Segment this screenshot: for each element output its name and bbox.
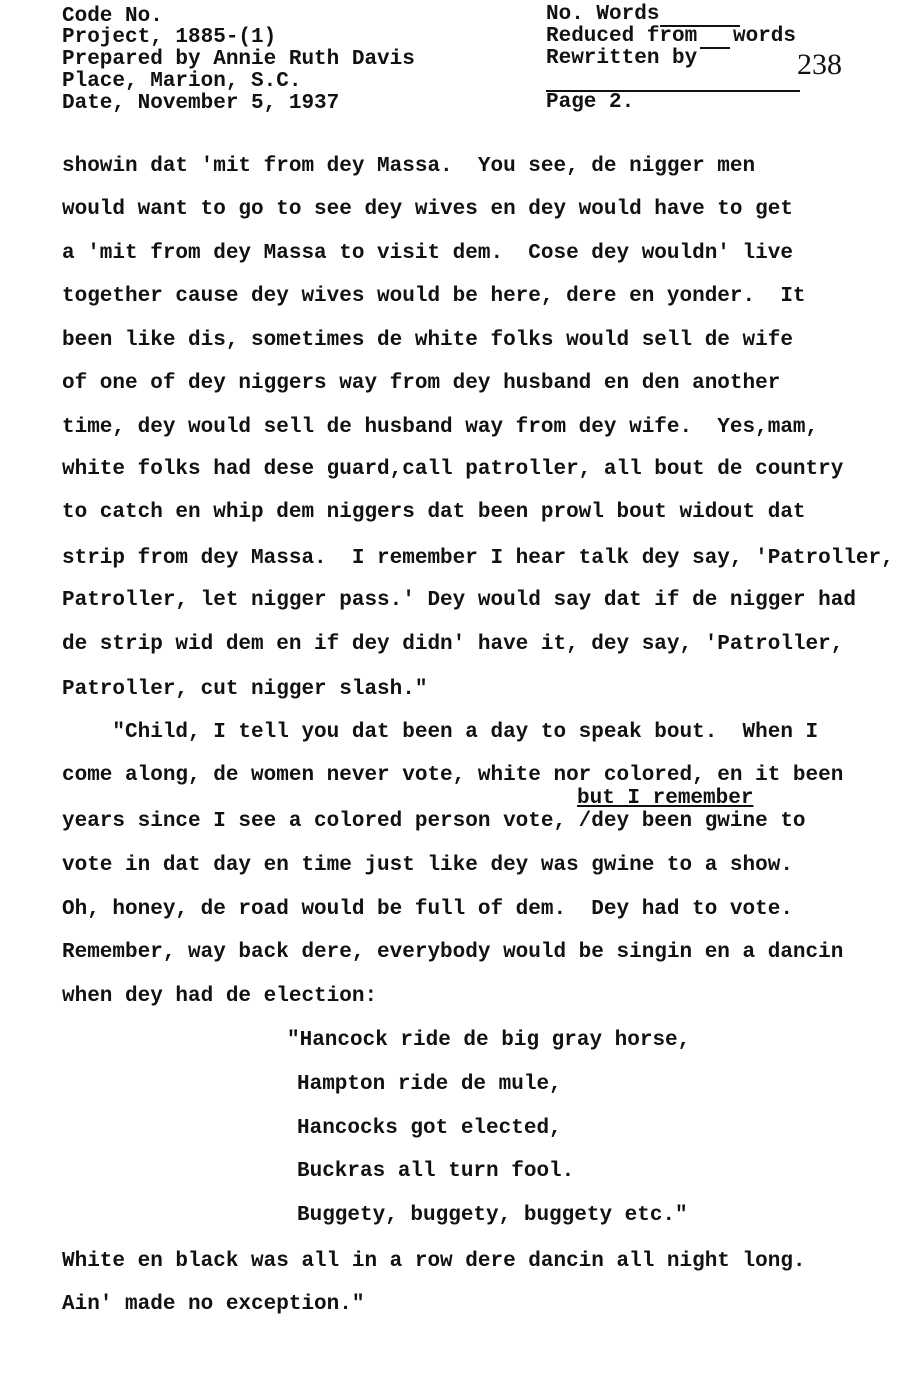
body-line: strip from dey Massa. I remember I hear talk dey say, 'Patroller, <box>62 547 894 570</box>
rewritten-by-label: Rewritten by <box>546 47 698 70</box>
reduced-words-label: words <box>733 25 797 48</box>
body-line: been like dis, sometimes de white folks would sell de wife <box>62 329 793 352</box>
body-line: when dey had de election: <box>62 985 378 1008</box>
body-line: years since I see a colored person vote, /dey been gwine to <box>62 810 806 833</box>
body-line: come along, de women never vote, white nor colored, en it been <box>62 764 844 787</box>
body-line: to catch en whip dem niggers dat been prowl bout widout dat <box>62 501 806 524</box>
reduced-blank <box>700 47 730 49</box>
body-line: Patroller, let nigger pass.' Dey would say dat if de nigger had <box>62 589 856 612</box>
closing-line: White en black was all in a row dere dancin all night long. <box>62 1250 806 1273</box>
body-line: showin dat 'mit from dey Massa. You see, de nigger men <box>62 155 756 178</box>
body-line: "Child, I tell you dat been a day to speak bout. When I <box>62 721 819 744</box>
body-line: a 'mit from dey Massa to visit dem. Cose dey wouldn' live <box>62 242 793 265</box>
body-line: time, dey would sell de husband way from dey wife. Yes,mam, <box>62 416 819 439</box>
date: Date, November 5, 1937 <box>62 92 340 115</box>
verse-line: Buckras all turn fool. <box>297 1160 575 1183</box>
handwritten-insertion: but I remember <box>577 787 754 810</box>
body-line: de strip wid dem en if dey didn' have it, dey say, 'Patroller, <box>62 633 844 656</box>
prepared-by: Prepared by Annie Ruth Davis <box>62 48 415 71</box>
place: Place, Marion, S.C. <box>62 70 302 93</box>
reduced-from-label: Reduced from <box>546 25 698 48</box>
verse-line: Hampton ride de mule, <box>297 1073 562 1096</box>
project: Project, 1885-(1) <box>62 26 277 49</box>
verse-line: Hancocks got elected, <box>297 1117 562 1140</box>
body-line: Remember, way back dere, everybody would be singin en a dancin <box>62 941 844 964</box>
verse-line: "Hancock ride de big gray horse, <box>287 1029 691 1052</box>
body-line: together cause dey wives would be here, dere en yonder. It <box>62 285 806 308</box>
body-line: vote in dat day en time just like dey was gwine to a show. <box>62 854 793 877</box>
body-line: white folks had dese guard,call patroller, all bout de country <box>62 458 844 481</box>
verse-line: Buggety, buggety, buggety etc." <box>297 1204 688 1227</box>
body-line: Oh, honey, de road would be full of dem. Dey had to vote. <box>62 898 793 921</box>
body-line: Patroller, cut nigger slash." <box>62 678 428 701</box>
body-line: would want to go to see dey wives en dey would have to get <box>62 198 793 221</box>
closing-line: Ain' made no exception." <box>62 1293 365 1316</box>
code-no: Code No. <box>62 5 163 28</box>
body-line: of one of dey niggers way from dey husband en den another <box>62 372 781 395</box>
no-words-label: No. Words <box>546 3 660 26</box>
page-number-stamp: 238 <box>797 48 842 81</box>
page-label: Page 2. <box>546 91 635 114</box>
